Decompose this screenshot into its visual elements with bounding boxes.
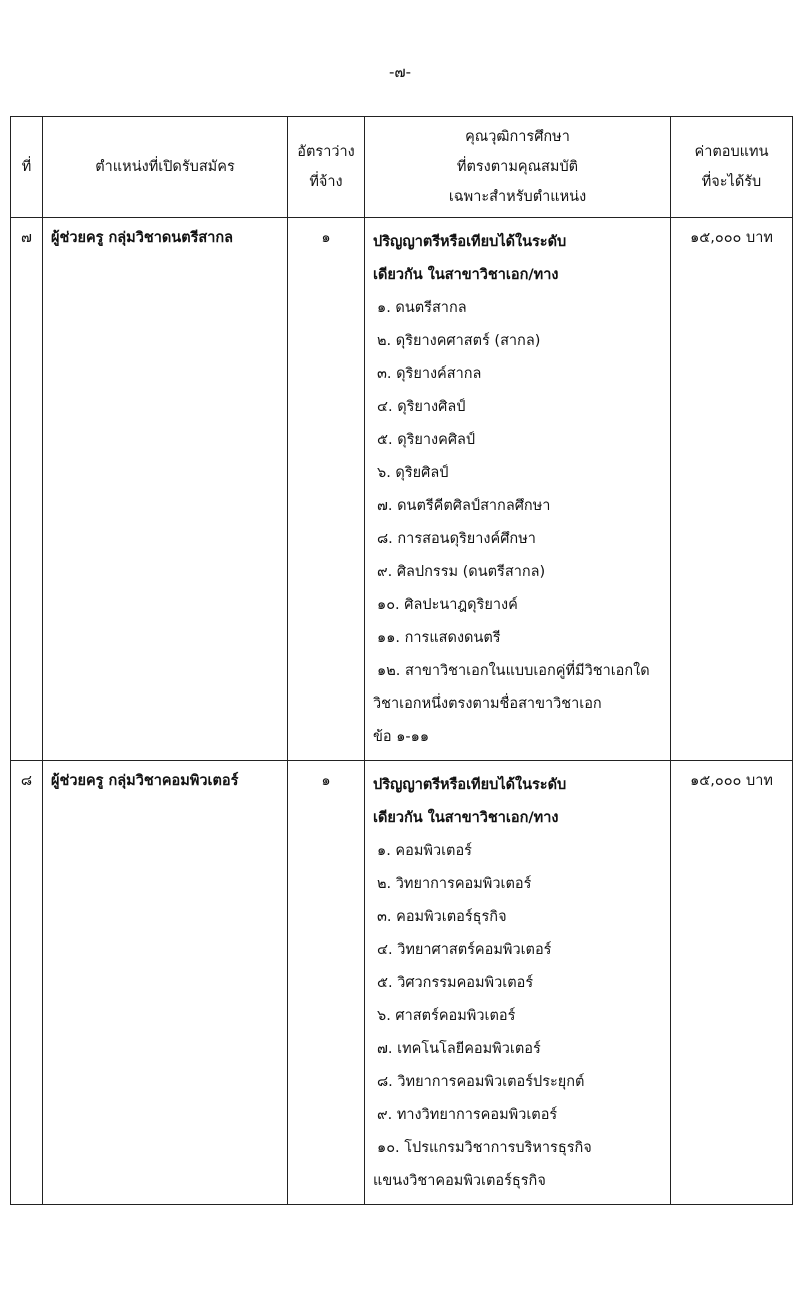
header-rate: [288, 117, 365, 218]
header-rate-line: ที่จ้าง: [309, 174, 343, 190]
compensation: ๑๕,๐๐๐ บาท: [671, 218, 793, 761]
qualification-cell: [365, 218, 671, 761]
qualification-item: ๙. ศิลปกรรม (ดนตรีสากล): [377, 564, 546, 580]
table-header-row: [11, 117, 793, 218]
vacancy-count: ๑: [288, 761, 365, 1205]
qualification-item: ๑๐. โปรแกรมวิชาการบริหารธุรกิจ: [377, 1140, 592, 1156]
header-qualification-line: เฉพาะสำหรับตำแหน่ง: [448, 189, 587, 205]
qualification-item: ๑. คอมพิวเตอร์: [377, 843, 472, 859]
qualification-item: ๕. ดุริยางคศิลป์: [377, 432, 476, 448]
qualification-cell: [365, 761, 671, 1205]
qualification-item: ๑. ดนตรีสากล: [377, 300, 467, 316]
qualification-item: ๒. ดุริยางคศาสตร์ (สากล): [377, 333, 541, 349]
header-position: ตำแหน่งที่เปิดรับสมัคร: [43, 117, 288, 218]
qualification-item: ๗. เทคโนโลยีคอมพิวเตอร์: [377, 1041, 541, 1057]
qualification-item: ๖. ดุริยศิลป์: [377, 465, 449, 481]
qualification-item: ๑๐. ศิลปะนาฎดุริยางค์: [377, 597, 518, 613]
header-rate-line: อัตราว่าง: [297, 144, 355, 160]
qualification-heading: เดียวกัน ในสาขาวิชาเอก/ทาง: [373, 810, 559, 826]
qualification-item: ๖. ศาสตร์คอมพิวเตอร์: [377, 1008, 516, 1024]
qualification-heading: ปริญญาตรีหรือเทียบได้ในระดับ: [373, 234, 567, 250]
compensation: ๑๕,๐๐๐ บาท: [671, 761, 793, 1205]
header-pay-line: ค่าตอบแทน: [694, 144, 769, 160]
qualification-item: ๔. วิทยาศาสตร์คอมพิวเตอร์: [377, 942, 552, 958]
qualification-item: ๕. วิศวกรรมคอมพิวเตอร์: [377, 975, 534, 991]
qualification-item: ๘. วิทยาการคอมพิวเตอร์ประยุกต์: [377, 1074, 585, 1090]
header-pay: [671, 117, 793, 218]
recruitment-table: [10, 116, 793, 1205]
qualification-heading: ปริญญาตรีหรือเทียบได้ในระดับ: [373, 777, 567, 793]
qualification-item: ๓. คอมพิวเตอร์ธุรกิจ: [377, 909, 507, 925]
row-number: ๗: [11, 218, 43, 761]
qualification-item: ๑๑. การแสดงดนตรี: [377, 630, 501, 646]
qualification-item: ๓. ดุริยางค์สากล: [377, 366, 482, 382]
header-pay-line: ที่จะได้รับ: [701, 174, 762, 190]
qualification-item: วิชาเอกหนึ่งตรงตามชื่อสาขาวิชาเอก: [373, 696, 602, 712]
qualification-heading: เดียวกัน ในสาขาวิชาเอก/ทาง: [373, 267, 559, 283]
qualification-item: ๒. วิทยาการคอมพิวเตอร์: [377, 876, 532, 892]
qualification-item: ๘. การสอนดุริยางค์ศึกษา: [377, 531, 536, 547]
header-qualification: [365, 117, 671, 218]
qualification-item: ๗. ดนตรีคีตศิลป์สากลศึกษา: [377, 498, 551, 514]
table-row: [11, 761, 793, 1205]
vacancy-count: ๑: [288, 218, 365, 761]
row-number: ๘: [11, 761, 43, 1205]
header-qualification-line: ที่ตรงตามคุณสมบัติ: [456, 159, 579, 175]
position-title: ผู้ช่วยครู กลุ่มวิชาคอมพิวเตอร์: [43, 761, 288, 1205]
qualification-item: ๔. ดุริยางศิลป์: [377, 399, 466, 415]
qualification-item: แขนงวิชาคอมพิวเตอร์ธุรกิจ: [373, 1173, 546, 1189]
qualification-item: ๑๒. สาขาวิชาเอกในแบบเอกคู่ที่มีวิชาเอกใด: [377, 663, 650, 679]
header-no: ที่: [11, 117, 43, 218]
qualification-item: ๙. ทางวิทยาการคอมพิวเตอร์: [377, 1107, 558, 1123]
table-row: [11, 218, 793, 761]
header-qualification-line: คุณวุฒิการศึกษา: [465, 129, 570, 145]
position-title: ผู้ช่วยครู กลุ่มวิชาดนตรีสากล: [43, 218, 288, 761]
page-number: -๗-: [388, 63, 412, 81]
qualification-item: ข้อ ๑-๑๑: [373, 729, 430, 745]
